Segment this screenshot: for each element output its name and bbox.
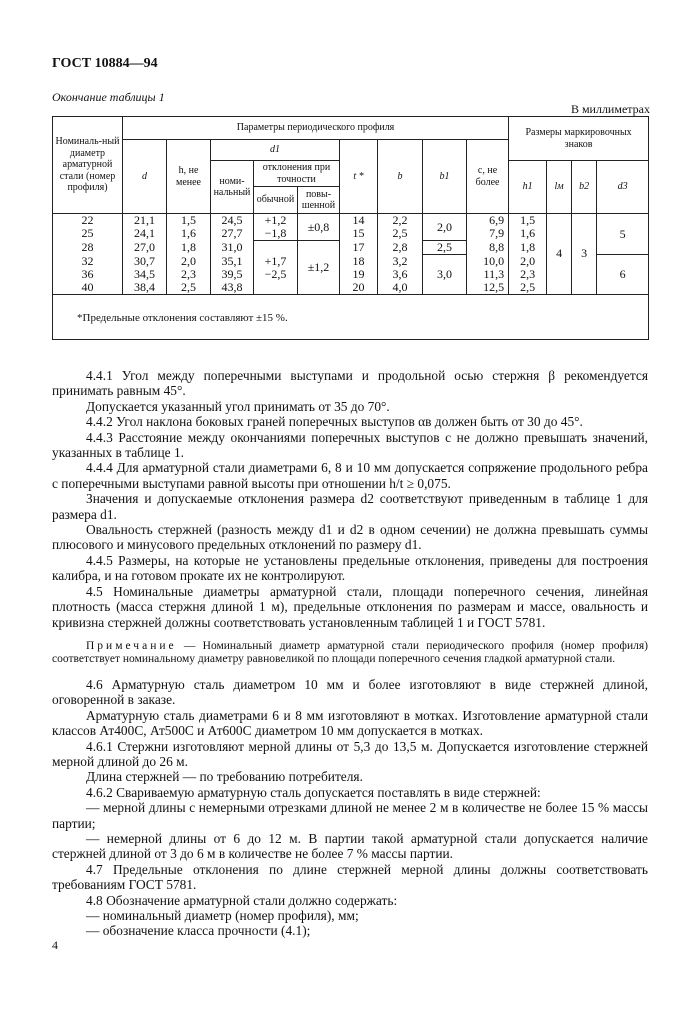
cell-c: 10,0 — [467, 255, 509, 268]
header-h: h, не менее — [167, 140, 211, 214]
paragraph-4-4-1: 4.4.1 Угол между поперечными выступами и продольной осью стержня β рекомендуется принимать равным 45°. — [52, 368, 648, 399]
cell-d3: 6 — [597, 255, 649, 295]
cell-t: 20 — [340, 281, 378, 295]
cell-dev-ordinary-a: +1,7 — [254, 255, 298, 268]
document-header: ГОСТ 10884—94 — [52, 56, 158, 71]
cell-d1: 24,5 — [211, 214, 254, 228]
cell-d: 34,5 — [123, 268, 167, 281]
header-profile-params: Параметры периодического профиля — [123, 117, 509, 140]
paragraph-4-6-2: 4.6.2 Свариваемую арматурную сталь допускается поставлять в виде стержней: — [86, 784, 541, 800]
cell-h: 1,8 — [167, 241, 211, 255]
cell-dev-ordinary-empty — [254, 241, 298, 255]
cell-h1: 2,0 — [509, 255, 547, 268]
cell-h: 1,5 — [167, 214, 211, 228]
cell-d1: 43,8 — [211, 281, 254, 295]
cell-dev-high: ±0,8 — [298, 214, 340, 241]
cell-h: 2,0 — [167, 255, 211, 268]
cell-h1: 1,6 — [509, 227, 547, 241]
cell-b1: 2,0 — [423, 214, 467, 241]
cell-d: 30,7 — [123, 255, 167, 268]
page-number: 4 — [52, 938, 58, 952]
header-lm: lм — [547, 161, 572, 214]
note-label: Примечание — [86, 639, 177, 652]
cell-c: 12,5 — [467, 281, 509, 295]
header-b: b — [378, 140, 423, 214]
cell-b1: 3,0 — [423, 255, 467, 295]
cell-d1: 35,1 — [211, 255, 254, 268]
paragraph: Допускается указанный угол принимать от 35 до 70°. — [86, 398, 390, 414]
list-item: — немерной длины от 6 до 12 м. В партии такой арматурной стали допускается наличие стержней длиной от 3 до 6 м в количестве не более 7 % массы партии. — [52, 830, 648, 862]
header-d: d — [123, 140, 167, 214]
header-c: с, не более — [467, 140, 509, 214]
list-item: — номинальный диаметр (номер профиля), мм; — [86, 908, 359, 923]
cell-nominal: 36 — [53, 268, 123, 281]
paragraph-4-6: 4.6 Арматурную сталь диаметром 10 мм и более изготовляют в виде стержней длиной, оговоренной в заказе. — [52, 676, 648, 708]
paragraph-4-7: 4.7 Предельные отклонения по длине стержней мерной длины должны соответствовать требованиям ГОСТ 5781. — [52, 861, 648, 893]
cell-dev-ordinary-empty — [254, 281, 298, 295]
header-h1: h1 — [509, 161, 547, 214]
cell-b: 3,2 — [378, 255, 423, 268]
cell-d1: 27,7 — [211, 227, 254, 241]
header-b1: b1 — [423, 140, 467, 214]
paragraph-4-4-3: 4.4.3 Расстояние между окончаниями поперечных выступов с не должно превышать значений, указанных в таблице 1. — [52, 429, 648, 461]
cell-b: 2,8 — [378, 241, 423, 255]
paragraph-4-5: 4.5 Номинальные диаметры арматурной стали, площади поперечного сечения, линейная плотность (масса стержня длиной 1 м), предельные отклонения по размерам и массе, овальность и кривизна стержней должны соответствовать установленным таблицей 1 и ГОСТ 5781. — [52, 583, 648, 630]
cell-d: 27,0 — [123, 241, 167, 255]
paragraph-4-8: 4.8 Обозначение арматурной стали должно содержать: — [86, 892, 398, 908]
header-d3: d3 — [597, 161, 649, 214]
cell-nominal: 32 — [53, 255, 123, 268]
list-item: — обозначение класса прочности (4.1); — [86, 923, 311, 939]
table-row — [53, 214, 649, 228]
cell-t: 14 — [340, 214, 378, 228]
cell-nominal: 40 — [53, 281, 123, 295]
cell-c: 6,9 — [467, 214, 509, 228]
header-marking-sizes: Размеры маркировочных знаков — [509, 117, 649, 161]
cell-nominal: 28 — [53, 241, 123, 255]
cell-h: 2,3 — [167, 268, 211, 281]
cell-nominal: 25 — [53, 227, 123, 241]
cell-dev-ordinary-a: +1,2 — [254, 214, 298, 228]
header-high-accuracy: повы-шенной — [298, 187, 340, 214]
cell-h1: 1,5 — [509, 214, 547, 228]
header-ordinary-accuracy: обычной — [254, 187, 298, 214]
cell-b1: 2,5 — [423, 241, 467, 255]
paragraph: Длина стержней — по требованию потребителя. — [86, 769, 363, 785]
header-b2: b2 — [572, 161, 597, 214]
note-text: — Номинальный диаметр арматурной стали периодического профиля (номер профиля) соответствует номинальному диаметру равновеликой по площади поперечного сечения гладкой арматурной стали. — [52, 639, 648, 666]
cell-h1: 2,5 — [509, 281, 547, 295]
cell-h: 2,5 — [167, 281, 211, 295]
cell-dev-high: ±1,2 — [298, 241, 340, 295]
cell-h1: 2,3 — [509, 268, 547, 281]
body-text — [52, 368, 648, 939]
cell-b: 3,6 — [378, 268, 423, 281]
profile-parameters-table — [52, 116, 649, 340]
paragraph-4-6-1: 4.6.1 Стержни изготовляют мерной длины от 5,3 до 13,5 м. Допускается изготовление стержней мерной длиной до 26 м. — [52, 738, 648, 769]
header-d1-nominal: номи-нальный — [211, 161, 254, 214]
cell-d3: 5 — [597, 214, 649, 255]
paragraph: Значения и допускаемые отклонения размера d2 соответствуют приведенным в таблице 1 для размера d1. — [52, 491, 648, 522]
cell-d1: 39,5 — [211, 268, 254, 281]
cell-t: 15 — [340, 227, 378, 241]
note — [52, 640, 648, 667]
cell-h1: 1,8 — [509, 241, 547, 255]
paragraph-4-4-5: 4.4.5 Размеры, на которые не установлены предельные отклонения, приведены для построения калибра, и на готовом прокате их не контролируют. — [52, 552, 648, 584]
cell-t: 17 — [340, 241, 378, 255]
cell-c: 11,3 — [467, 268, 509, 281]
cell-b2: 3 — [572, 214, 597, 295]
header-t: t * — [340, 140, 378, 214]
cell-d1: 31,0 — [211, 241, 254, 255]
paragraph-4-4-2: 4.4.2 Угол наклона боковых граней поперечных выступов αв должен быть от 30 до 45°. — [86, 414, 583, 430]
cell-lm: 4 — [547, 214, 572, 295]
cell-t: 18 — [340, 255, 378, 268]
paragraph: Овальность стержней (разность между d1 и d2 в одном сечении) не должна превышать суммы плюсового и минусового предельных отклонений по размеру d1. — [52, 522, 648, 553]
cell-d: 24,1 — [123, 227, 167, 241]
cell-h: 1,6 — [167, 227, 211, 241]
cell-d: 38,4 — [123, 281, 167, 295]
table-caption: Окончание таблицы 1 — [52, 90, 165, 104]
cell-b: 4,0 — [378, 281, 423, 295]
cell-nominal: 22 — [53, 214, 123, 228]
cell-d: 21,1 — [123, 214, 167, 228]
cell-c: 7,9 — [467, 227, 509, 241]
paragraph-4-4-4: 4.4.4 Для арматурной стали диаметрами 6, 8 и 10 мм допускается сопряжение продольного ребра с поперечными выступами равной высоты при отношении h/t ≥ 0,075. — [52, 460, 648, 491]
list-item: — мерной длины с немерными отрезками длиной не менее 2 м в количестве не более 15 % массы партии; — [52, 800, 648, 831]
table-units: В миллиметрах — [570, 102, 650, 116]
cell-t: 19 — [340, 268, 378, 281]
cell-dev-ordinary-b: −1,8 — [254, 227, 298, 241]
cell-dev-ordinary-b: −2,5 — [254, 268, 298, 281]
header-d1: d1 — [211, 140, 340, 161]
table-footnote: *Предельные отклонения составляют ±15 %. — [53, 294, 649, 339]
cell-b: 2,5 — [378, 227, 423, 241]
header-d1-deviations: отклонения при точности — [254, 161, 340, 187]
cell-c: 8,8 — [467, 241, 509, 255]
header-nominal-diameter: Номиналь-ный диаметр арматурной стали (номер профиля) — [53, 117, 123, 214]
paragraph: Арматурную сталь диаметрами 6 и 8 мм изготовляют в мотках. Изготовление арматурной стали классов Ат400С, Ат500С и Ат600С диаметром 10 мм допускается в мотках. — [52, 707, 648, 739]
cell-b: 2,2 — [378, 214, 423, 228]
